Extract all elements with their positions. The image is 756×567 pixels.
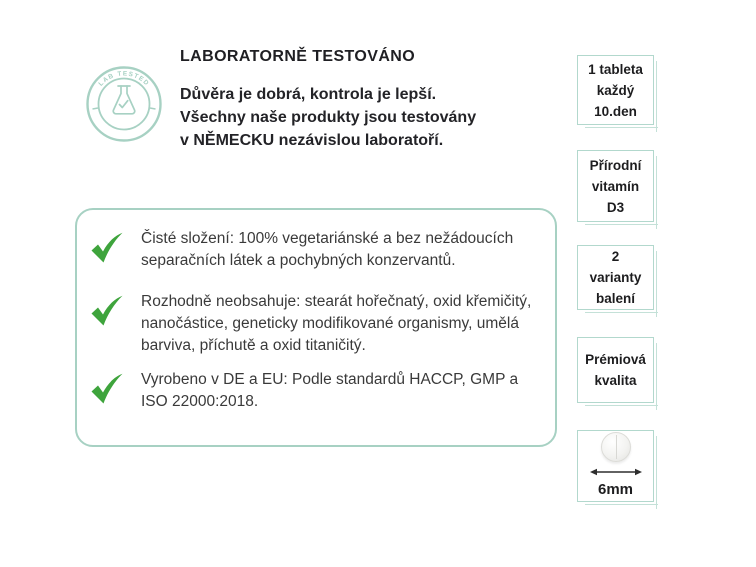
side-badge-line: D3 xyxy=(606,199,625,215)
badge-arc-text: LAB TESTED xyxy=(97,70,151,88)
intro-line: v NĚMECKU nezávislou laboratoří. xyxy=(180,132,444,149)
feature-text: Čisté složení: 100% vegetariánské a bez nežádoucích separačních látek a pochybných konzervantů. xyxy=(141,230,514,269)
feature-item xyxy=(89,291,549,357)
side-badge-line: kvalita xyxy=(594,373,637,388)
feature-item xyxy=(89,369,549,413)
side-badge-tablet-size xyxy=(577,430,654,502)
size-arrow-icon xyxy=(590,466,642,478)
feature-item xyxy=(89,228,549,272)
side-badge-line: Prémiová xyxy=(585,352,646,367)
side-badge-line: Přírodní xyxy=(589,157,642,173)
feature-text: Vyrobeno v DE a EU: Podle standardů HACCP, GMP a ISO 22000:2018. xyxy=(141,371,519,410)
side-badge-premium xyxy=(577,337,654,403)
badge-dash-left xyxy=(93,108,99,109)
feature-text: Rozhodně neobsahuje: stearát hořečnatý, oxid křemičitý, nanočástice, geneticky modifikované organismy, umělá barviva, příchutě a oxid titaničitý. xyxy=(141,293,532,354)
side-badge-line: varianty xyxy=(589,270,642,285)
size-label: 6mm xyxy=(597,481,634,498)
intro-line: Všechny naše produkty jsou testovány xyxy=(180,109,477,126)
side-badge-line: 2 xyxy=(611,249,620,264)
badge-dash-right xyxy=(150,108,156,109)
checkmark-icon xyxy=(89,232,125,264)
checkmark-icon xyxy=(89,295,125,327)
lab-tested-badge xyxy=(84,64,164,144)
features-box xyxy=(75,208,557,447)
side-badge-line: 10.den xyxy=(594,103,637,119)
intro-text xyxy=(180,83,476,152)
flask-icon xyxy=(113,86,134,114)
side-badge-dosage xyxy=(577,55,654,125)
side-badge-line: vitamín xyxy=(591,178,640,194)
side-badge-variants xyxy=(577,245,654,310)
tablet-icon xyxy=(601,432,631,462)
side-badge-line: 1 tableta xyxy=(588,61,643,77)
side-badge-line: balení xyxy=(595,291,635,306)
side-badge-natural-d3 xyxy=(577,150,654,222)
side-badge-line: každý xyxy=(596,82,635,98)
checkmark-icon xyxy=(89,373,125,405)
page-title: LABORATORNĚ TESTOVÁNO xyxy=(180,48,416,65)
intro-line: Důvěra je dobrá, kontrola je lepší. xyxy=(180,86,437,103)
